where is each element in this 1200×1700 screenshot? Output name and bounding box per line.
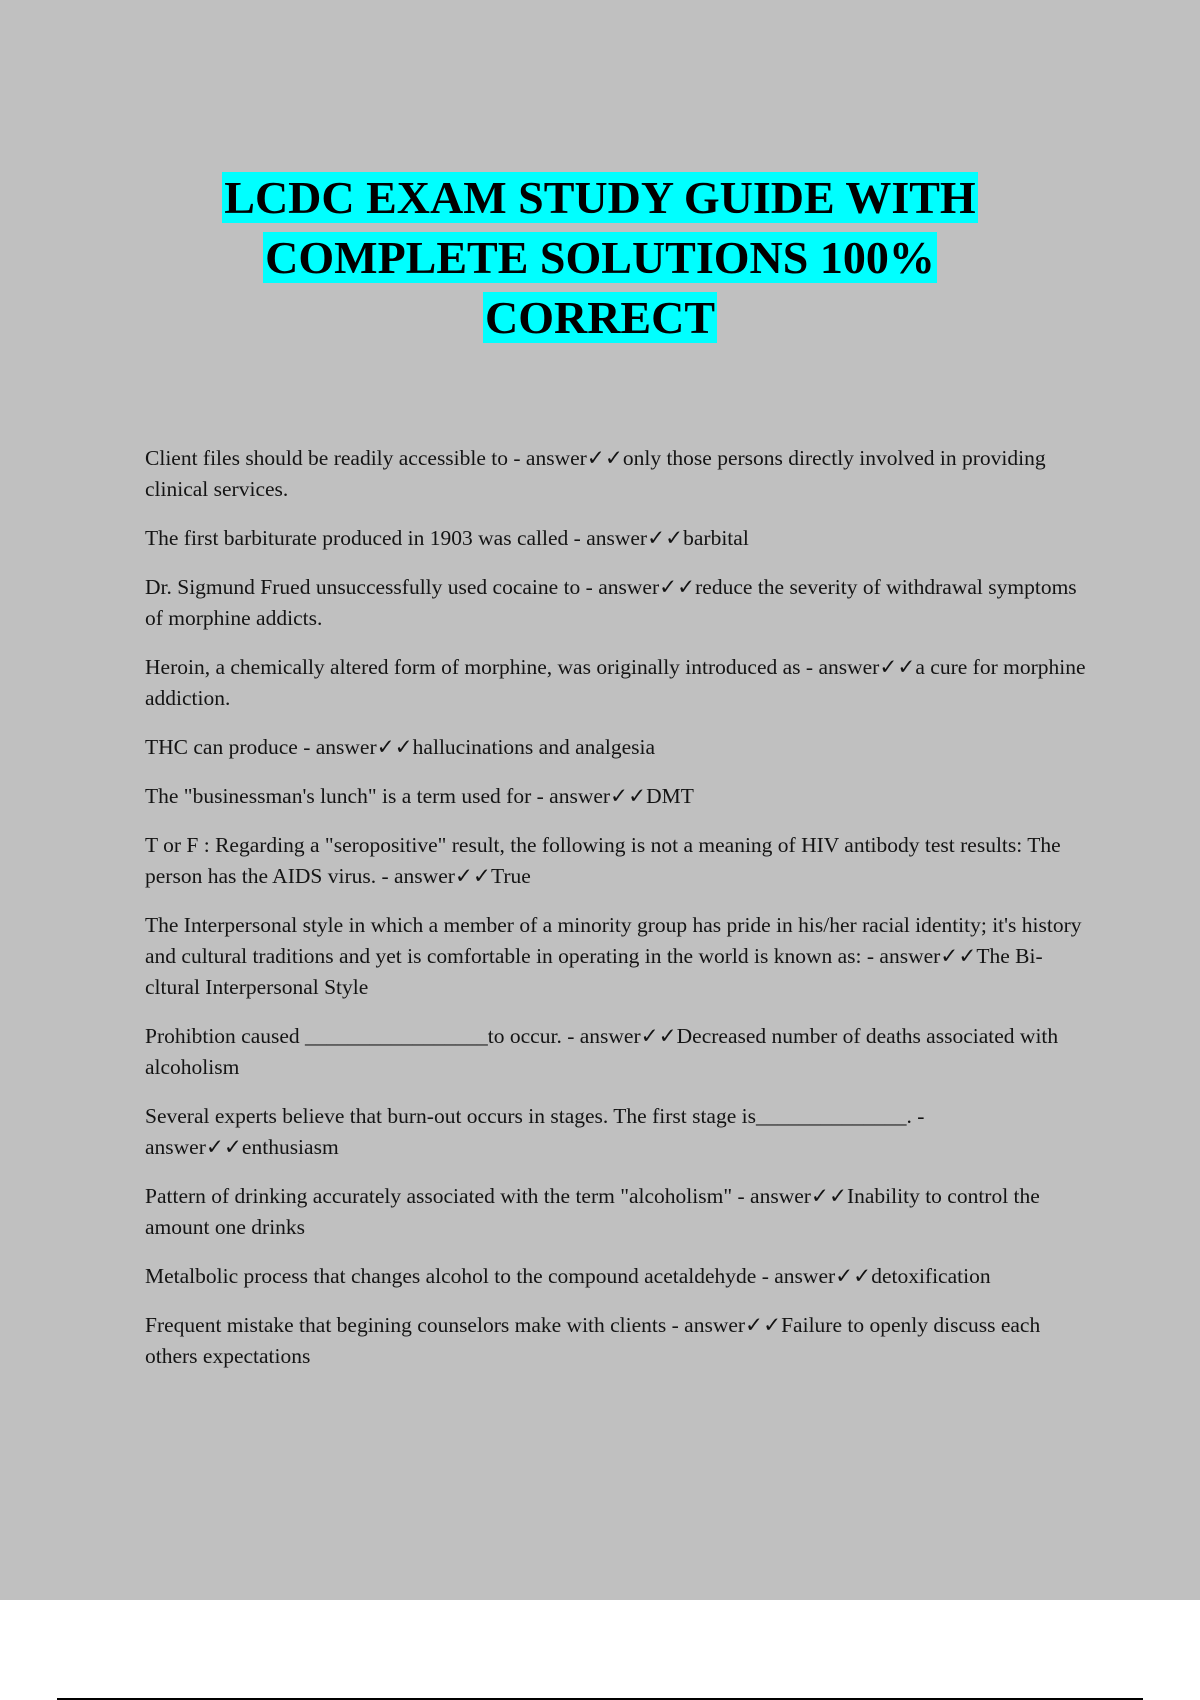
answer-text: a cure for morphine addiction. xyxy=(145,655,1086,710)
answer-marker: answer✓✓ xyxy=(394,864,491,888)
qa-item xyxy=(145,1261,1095,1292)
question-text: Pattern of drinking accurately associated with the term "alcoholism" - xyxy=(145,1184,751,1208)
answer-marker: answer✓✓ xyxy=(774,1264,872,1288)
answer-marker: answer✓✓ xyxy=(549,784,647,808)
question-text: Dr. Sigmund Frued unsuccessfully used cocaine to - xyxy=(145,575,599,599)
qa-item xyxy=(145,830,1095,892)
answer-text: The Bi-cltural Interpersonal Style xyxy=(145,944,1043,999)
qa-item xyxy=(145,1310,1095,1372)
question-text: T or F : Regarding a "seropositive" result, the following is not a meaning of HIV antibody test results: The person has the AIDS virus. - xyxy=(145,833,1061,888)
question-answer-list xyxy=(145,443,1095,1390)
qa-item xyxy=(145,1101,1095,1163)
question-text: The Interpersonal style in which a member of a minority group has pride in his/her racial identity; it's history and cultural traditions and yet is comfortable in operating in the world is known as: - xyxy=(145,913,1082,968)
answer-text: barbital xyxy=(683,526,749,550)
qa-item xyxy=(145,572,1095,634)
answer-text: Inability to control the amount one drinks xyxy=(145,1184,1040,1239)
title-line-1: LCDC EXAM STUDY GUIDE WITH xyxy=(224,172,976,223)
answer-marker: answer✓✓ xyxy=(879,944,977,968)
question-text: Frequent mistake that begining counselors make with clients - xyxy=(145,1313,685,1337)
answer-text: only those persons directly involved in providing clinical services. xyxy=(145,446,1046,501)
question-text: Several experts believe that burn-out occurs in stages. The first stage is______________. - xyxy=(145,1104,925,1128)
answer-marker: answer✓✓ xyxy=(598,575,696,599)
qa-item xyxy=(145,1021,1095,1083)
question-text: The "businessman's lunch" is a term used for - xyxy=(145,784,550,808)
answer-marker: answer✓✓ xyxy=(684,1313,782,1337)
qa-item xyxy=(145,1181,1095,1243)
question-text: Client files should be readily accessible to - xyxy=(145,446,526,470)
page-title xyxy=(0,168,1200,348)
answer-text: Decreased number of deaths associated with alcoholism xyxy=(145,1024,1059,1079)
qa-item xyxy=(145,732,1095,763)
answer-text: reduce the severity of withdrawal symptoms of morphine addicts. xyxy=(145,575,1077,630)
qa-item xyxy=(145,652,1095,714)
answer-text: True xyxy=(490,864,531,888)
qa-item xyxy=(145,443,1095,505)
question-text: Metalbolic process that changes alcohol to the compound acetaldehyde - xyxy=(145,1264,775,1288)
answer-text: detoxification xyxy=(871,1264,991,1288)
title-line-2: COMPLETE SOLUTIONS 100% xyxy=(265,232,935,283)
question-text: Prohibtion caused _________________to occur. - xyxy=(145,1024,580,1048)
answer-marker: answer✓✓ xyxy=(586,526,684,550)
answer-marker: answer✓✓ xyxy=(579,1024,677,1048)
qa-item xyxy=(145,781,1095,812)
answer-text: enthusiasm xyxy=(241,1135,339,1159)
answer-marker: answer✓✓ xyxy=(750,1184,847,1208)
answer-marker: answer✓✓ xyxy=(818,655,916,679)
answer-marker: answer✓✓ xyxy=(315,735,413,759)
answer-marker: answer✓✓ xyxy=(145,1135,242,1159)
answer-marker: answer✓✓ xyxy=(525,446,623,470)
title-line-3: CORRECT xyxy=(484,292,716,343)
answer-text: hallucinations and analgesia xyxy=(412,735,656,759)
question-text: The first barbiturate produced in 1903 was called - xyxy=(145,526,587,550)
qa-item xyxy=(145,523,1095,554)
question-text: THC can produce - xyxy=(145,735,316,759)
answer-text: DMT xyxy=(646,784,694,808)
qa-item xyxy=(145,910,1095,1003)
answer-text: Failure to openly discuss each others expectations xyxy=(145,1313,1041,1368)
question-text: Heroin, a chemically altered form of morphine, was originally introduced as - xyxy=(145,655,819,679)
